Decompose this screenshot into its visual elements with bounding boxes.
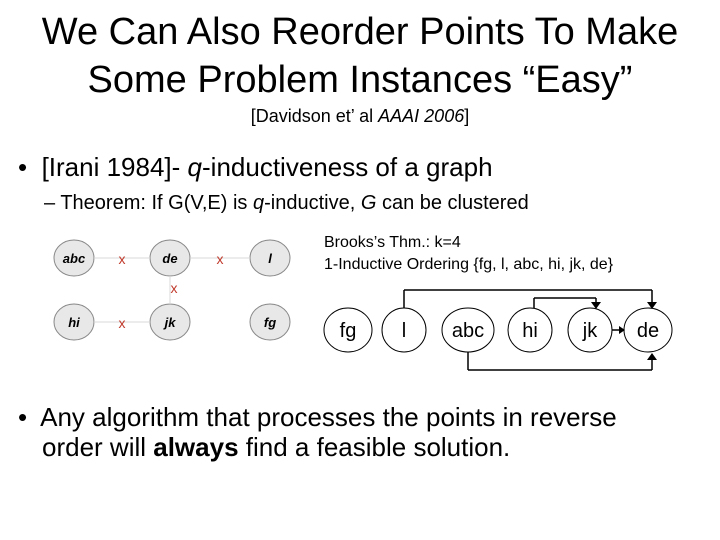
- order-node-fg: fg: [339, 320, 357, 342]
- order-node-hi: hi: [522, 320, 538, 342]
- theorem-prefix: Theorem: If G(V,E) is: [60, 192, 253, 214]
- bullet-irani-prefix: [Irani 1984]-: [41, 152, 188, 182]
- graph-cross-de-l: x: [216, 251, 224, 267]
- title-line-2: Some Problem Instances “Easy”: [87, 59, 633, 101]
- bullet-irani-suffix: -inductiveness of a graph: [202, 152, 493, 182]
- graph-cross-hi-jk: x: [118, 315, 126, 331]
- bullet-marker: •: [18, 152, 28, 182]
- order-node-jk: jk: [582, 320, 598, 342]
- bullet2-line2-prefix: order will: [42, 432, 154, 462]
- citation-prefix: [Davidson et’ al: [250, 106, 379, 126]
- graph-node-l: l: [268, 251, 272, 266]
- brooks-line-1: Brooks’s Thm.: k=4: [324, 234, 461, 251]
- bullet2-line2-suffix: find a feasible solution.: [238, 432, 511, 462]
- bullet-irani: [18, 152, 493, 183]
- ordering-diagram: [320, 284, 690, 374]
- graph-cross-de-jk: x: [170, 280, 178, 296]
- cluster-graph: [48, 228, 348, 358]
- brooks-line-2: 1-Inductive Ordering {fg, l, abc, hi, jk, de}: [324, 256, 614, 273]
- theorem-g: G: [360, 192, 377, 214]
- graph-node-hi: hi: [68, 315, 80, 330]
- slide-title: [0, 8, 720, 104]
- graph-node-abc: abc: [62, 251, 86, 266]
- bullet2-line2-bold: always: [153, 432, 239, 462]
- title-line-1: We Can Also Reorder Points To Make: [41, 11, 679, 53]
- brooks-theorem: [324, 232, 613, 276]
- theorem-suffix: can be clustered: [376, 192, 529, 214]
- sub-bullet-theorem: [44, 192, 529, 215]
- citation-venue: AAAI 2006: [378, 106, 465, 126]
- order-node-l: l: [401, 320, 407, 342]
- citation-suffix: ]: [464, 106, 470, 126]
- bullet-algorithm: [18, 402, 617, 462]
- bullet2-line2: [18, 432, 617, 462]
- sub-bullet-marker: –: [44, 192, 56, 214]
- graph-node-fg: fg: [263, 315, 277, 330]
- bullet-irani-q: q: [187, 152, 203, 182]
- citation: [0, 106, 720, 127]
- theorem-q: q: [252, 192, 265, 214]
- graph-cross-abc-de: x: [118, 251, 126, 267]
- order-node-abc: abc: [451, 320, 485, 342]
- graph-node-jk: jk: [164, 315, 176, 330]
- bullet2-line1: Any algorithm that processes the points in reverse: [40, 402, 617, 432]
- graph-node-de: de: [162, 251, 178, 266]
- bullet2-marker: •: [18, 402, 28, 432]
- order-node-de: de: [636, 320, 660, 342]
- theorem-mid: -inductive,: [264, 192, 361, 214]
- connector-de-up-arrow: [647, 353, 657, 360]
